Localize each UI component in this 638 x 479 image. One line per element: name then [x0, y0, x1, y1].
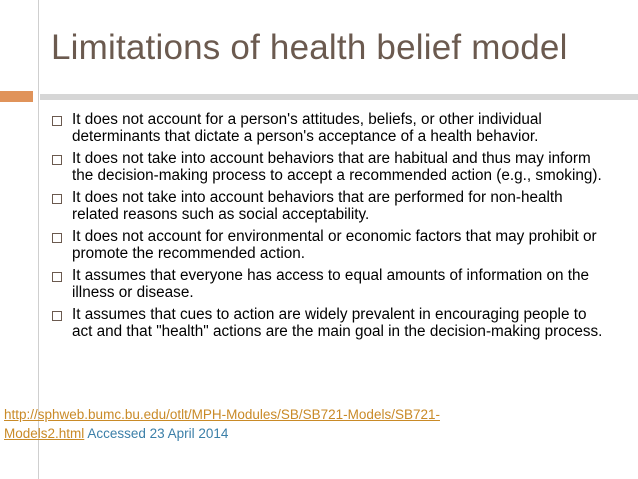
citation-link-line2: Models2.html	[4, 426, 85, 441]
bullet-text: It does not take into account behaviors that are habitual and thus may inform the decision-making process to accept a recommended action (e.g., smoking).	[72, 150, 602, 184]
citation	[4, 405, 604, 443]
citation-link-line1: http://sphweb.bumc.bu.edu/otlt/MPH-Modules/SB/SB721-Models/SB721-	[4, 407, 440, 422]
bullet-item	[50, 229, 610, 262]
bullet-item	[50, 190, 610, 223]
bullet-item	[50, 307, 610, 340]
title-accent-block	[0, 91, 33, 102]
bullet-text: It assumes that cues to action are widely prevalent in encouraging people to act and that "health" actions are the main goal in the decision-making process.	[72, 306, 603, 340]
square-bullet-icon	[52, 233, 62, 243]
bullet-item	[50, 151, 610, 184]
square-bullet-icon	[52, 116, 62, 126]
square-bullet-icon	[52, 272, 62, 282]
bullet-item	[50, 268, 610, 301]
bullet-item	[50, 112, 610, 145]
slide-title: Limitations of health belief model	[51, 28, 568, 67]
square-bullet-icon	[52, 194, 62, 204]
bullet-text: It does not account for a person's attitudes, beliefs, or other individual determinants that dictate a person's acceptance of a health behavior.	[72, 111, 542, 145]
bullet-list	[50, 112, 610, 346]
square-bullet-icon	[52, 155, 62, 165]
title-rule	[40, 94, 638, 100]
bullet-text: It does not account for environmental or economic factors that may prohibit or promote the recommended action.	[72, 228, 597, 262]
citation-accessed: Accessed 23 April 2014	[87, 426, 229, 441]
bullet-text: It does not take into account behaviors that are performed for non-health related reasons such as social acceptability.	[72, 189, 563, 223]
square-bullet-icon	[52, 311, 62, 321]
bullet-text: It assumes that everyone has access to equal amounts of information on the illness or disease.	[72, 267, 589, 301]
